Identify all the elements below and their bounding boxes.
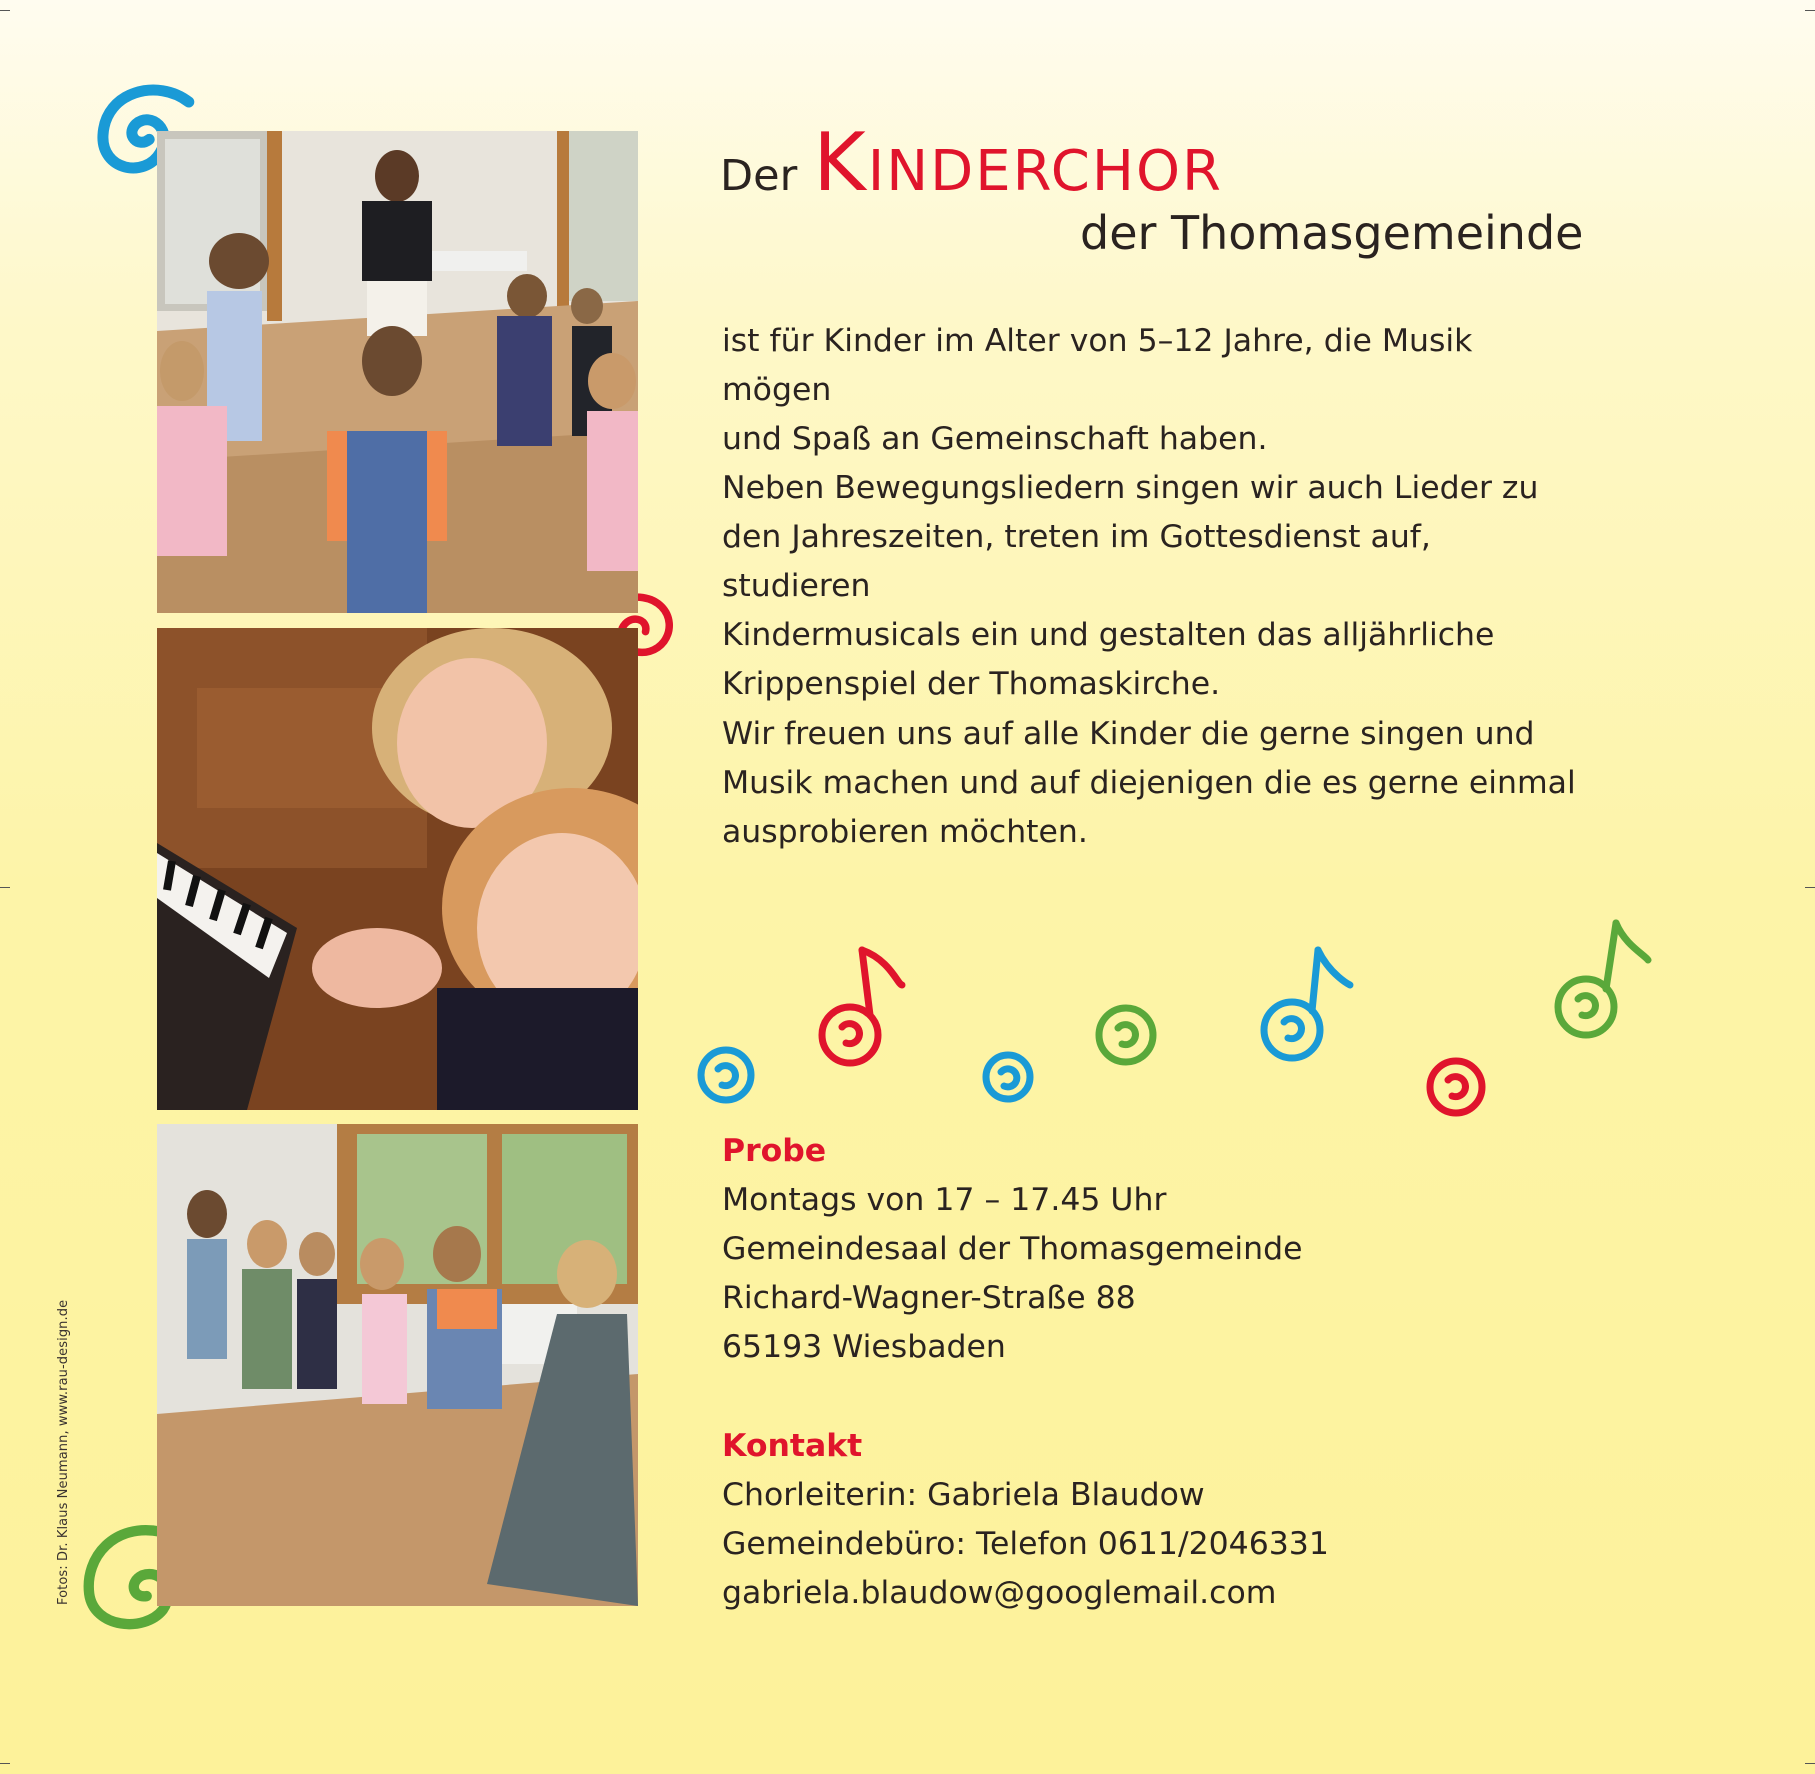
blue-note-icon xyxy=(1264,950,1350,1058)
contact-phone: Gemeindebüro: Telefon 0611/2046331 xyxy=(722,1526,1329,1562)
text-line: den Jahreszeiten, treten im Gottesdienst auf, studieren xyxy=(722,519,1431,604)
text-line: Neben Bewegungsliedern singen wir auch Lieder zu xyxy=(722,470,1539,506)
photo-girls-at-piano xyxy=(157,628,638,1110)
rehearsal-city: 65193 Wiesbaden xyxy=(722,1329,1006,1365)
invitation-paragraph xyxy=(722,710,1582,857)
contact-heading: Kontakt xyxy=(722,1428,863,1464)
title-subtitle: der Thomasgemeinde xyxy=(1080,206,1584,260)
blue-swirl-icon xyxy=(701,1050,751,1100)
rehearsal-venue: Gemeindesaal der Thomasgemeinde xyxy=(722,1231,1303,1267)
contact-email: gabriela.blaudow@googlemail.com xyxy=(722,1575,1277,1611)
red-swirl-icon xyxy=(1430,1061,1482,1113)
title-prefix: Der xyxy=(720,151,798,201)
photo-children-circle-dance xyxy=(157,131,638,613)
green-note-icon xyxy=(1558,923,1648,1035)
intro-paragraph xyxy=(722,317,1582,464)
crop-mark xyxy=(0,887,10,888)
crop-mark xyxy=(0,1763,10,1764)
text-line: Wir freuen uns auf alle Kinder die gerne singen und xyxy=(722,716,1535,752)
rehearsal-section xyxy=(722,1127,1302,1372)
rehearsal-heading: Probe xyxy=(722,1133,827,1169)
crop-mark xyxy=(1805,10,1815,11)
rehearsal-time: Montags von 17 – 17.45 Uhr xyxy=(722,1182,1167,1218)
text-line: und Spaß an Gemeinschaft haben. xyxy=(722,421,1268,457)
activities-paragraph xyxy=(722,464,1582,709)
text-line: Kindermusicals ein und gestalten das alljährliche xyxy=(722,617,1495,653)
text-line: Musik machen und auf diejenigen die es gerne einmal xyxy=(722,765,1576,801)
crop-mark xyxy=(1805,1763,1815,1764)
text-line: ausprobieren möchten. xyxy=(722,814,1088,850)
text-line: Krippenspiel der Thomaskirche. xyxy=(722,666,1221,702)
text-line: ist für Kinder im Alter von 5–12 Jahre, die Musik mögen xyxy=(722,323,1473,408)
crop-mark xyxy=(0,10,10,11)
music-notes-decoration xyxy=(690,915,1655,1130)
rehearsal-street: Richard-Wagner-Straße 88 xyxy=(722,1280,1136,1316)
photo-credit: Fotos: Dr. Klaus Neumann, www.rau-design.de xyxy=(56,1299,71,1605)
red-note-icon xyxy=(822,950,902,1063)
photo-children-line-dance xyxy=(157,1124,638,1606)
blue-swirl-icon xyxy=(986,1055,1030,1099)
title-main: Kinderchor xyxy=(813,116,1223,209)
crop-mark xyxy=(1805,887,1815,888)
green-swirl-icon xyxy=(1099,1008,1153,1062)
contact-leader: Chorleiterin: Gabriela Blaudow xyxy=(722,1477,1205,1513)
contact-section xyxy=(722,1422,1329,1618)
page-title xyxy=(720,116,1223,209)
